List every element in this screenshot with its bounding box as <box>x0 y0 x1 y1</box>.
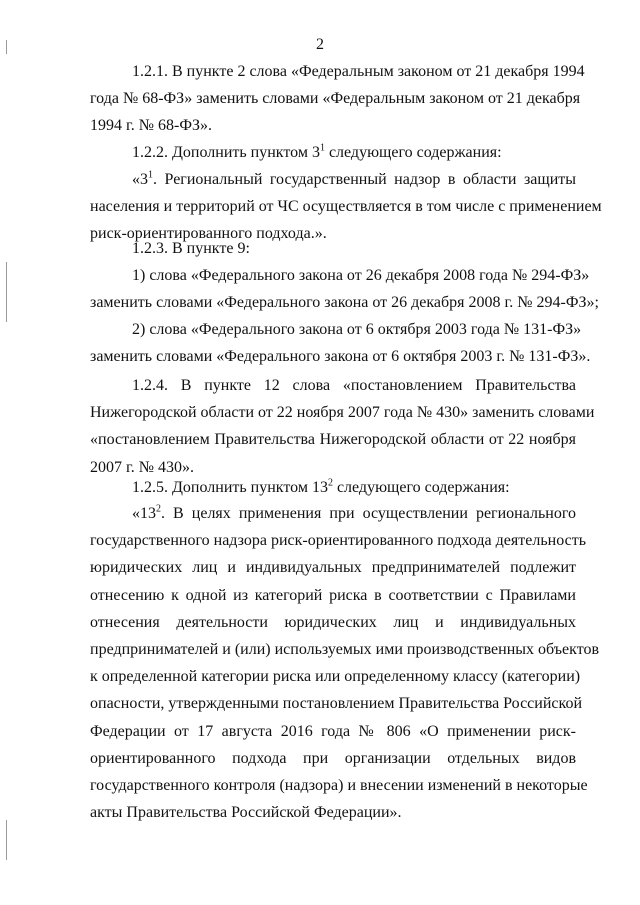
text-line: 1.2.2. Дополнить пунктом $3^1$ следующего содержания: <box>132 142 502 161</box>
paragraph-item-1 <box>90 262 599 316</box>
text-line: 1) слова «Федерального закона от 26 декабря 2008 года № 294-ФЗ» <box>132 267 590 284</box>
text-line: 1.2.5. Дополнить пунктом $13^2$ следующего содержания: <box>132 477 510 496</box>
text-line: заменить словами «Федерального закона от 6 октября 2003 г. № 131-ФЗ». <box>90 348 591 366</box>
text-line: государственного надзора риск-ориентированного подхода деятельность <box>90 532 586 550</box>
text-line: Нижегородской области от 22 ноября 2007 года № 430» заменить словами <box>90 404 595 422</box>
paragraph-1-2-1 <box>90 58 585 140</box>
text-line: государственного контроля (надзора) и внесении изменений в некоторые <box>90 777 588 795</box>
paragraph-item-2 <box>90 316 591 370</box>
paragraph-1-2-5 <box>90 474 576 501</box>
text-line: 2) слова «Федерального закона от 6 октября 2003 года № 131-ФЗ» <box>132 321 582 338</box>
text-line: 1994 г. № 68-ФЗ». <box>90 117 213 135</box>
text-line: предпринимателей и (или) используемых ими производственных объектов <box>90 641 600 659</box>
text-line: 1.2.1. В пункте 2 слова «Федеральным законом от 21 декабря 1994 <box>132 63 585 80</box>
text-line: отнесения деятельности юридических лиц и индивидуальных <box>90 613 576 631</box>
scan-edge-mark <box>6 820 7 860</box>
text-line: опасности, утвержденными постановлением Правительства Российской <box>90 695 583 713</box>
text-line: ориентированного подхода при организации отдельных видов <box>90 749 576 767</box>
text-line: акты Правительства Российской Федерации». <box>90 804 402 822</box>
text-line: «$3^1$. Региональный государственный надзор в области защиты <box>132 169 576 188</box>
scan-edge-mark <box>6 262 7 322</box>
text-line: «$13^2$. В целях применения при осуществлении регионального <box>132 503 576 522</box>
text-line: юридических лиц и индивидуальных предпринимателей подлежит <box>90 559 576 577</box>
text-line: заменить словами «Федерального закона от 26 декабря 2008 г. № 294-ФЗ»; <box>90 294 599 312</box>
text-line: «постановлением Правительства Нижегородской области от 22 ноября <box>90 431 576 449</box>
text-line: отнесению к одной из категорий риска в соответствии с Правилами <box>90 586 576 604</box>
text-line: населения и территорий от ЧС осуществляется в том числе с применением <box>90 198 602 216</box>
text-line: 2007 г. № 430». <box>90 458 195 476</box>
paragraph-1-2-4 <box>90 372 595 481</box>
paragraph-1-2-2 <box>90 139 576 166</box>
paragraph-quote-13-2 <box>90 500 600 826</box>
page-number: 2 <box>316 36 324 53</box>
text-line: 1.2.4. В пункте 12 слова «постановлением Правительства <box>132 377 576 394</box>
text-line: 1.2.3. В пункте 9: <box>132 240 250 257</box>
text-line: Федерации от 17 августа 2016 года № 806 «О применении риск- <box>90 722 576 740</box>
text-line: риск-ориентированного подхода.». <box>90 225 327 243</box>
text-line: года № 68-ФЗ» заменить словами «Федеральным законом от 21 декабря <box>90 90 581 108</box>
text-line: к определенной категории риска или определенному классу (категории) <box>90 668 581 686</box>
paragraph-1-2-3 <box>90 235 576 262</box>
